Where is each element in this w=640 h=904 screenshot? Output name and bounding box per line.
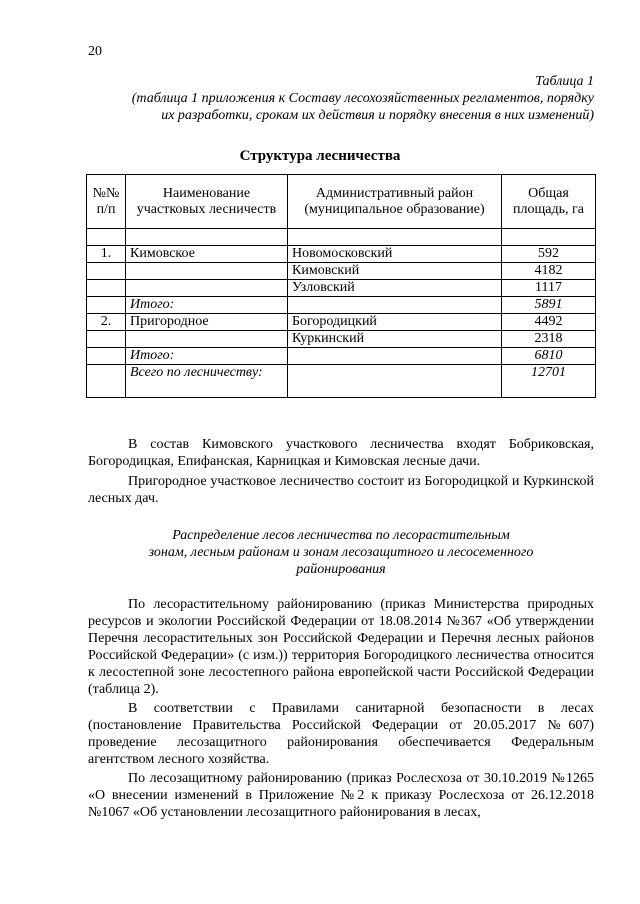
row-area: 12701	[502, 365, 596, 398]
row-district: Богородицкий	[288, 314, 502, 331]
row-number	[87, 280, 126, 297]
row-district	[288, 365, 502, 398]
row-district: Новомосковский	[288, 246, 502, 263]
row-name	[126, 263, 288, 280]
table-row	[87, 246, 596, 263]
row-district: Куркинский	[288, 331, 502, 348]
paragraph-forest-protection-zoning: По лесозащитному районированию (приказ Рослесхоза от 30.10.2019 №1265 «О внесении изменений в Приложение №2 к приказу Рослесхоза от 26.12.2018 №1067 «Об установлении лесозащитного районирования в лесах,	[88, 771, 594, 820]
table-spacer-row	[87, 229, 596, 246]
row-name: Пригородное	[126, 314, 288, 331]
row-district: Кимовский	[288, 263, 502, 280]
row-number: 2.	[87, 314, 126, 331]
subheading-line-2: зонам, лесным районам и зонам лесозащитного и лесосеменного	[148, 545, 534, 560]
row-name: Итого:	[126, 297, 288, 314]
row-area: 6810	[502, 348, 596, 365]
row-area: 4182	[502, 263, 596, 280]
row-area: 2318	[502, 331, 596, 348]
row-number	[87, 365, 126, 398]
forestry-structure-table	[86, 174, 596, 398]
row-area: 4492	[502, 314, 596, 331]
table-row-subtotal	[87, 297, 596, 314]
row-area: 1117	[502, 280, 596, 297]
caption-line-1: Таблица 1	[535, 74, 594, 89]
row-name	[126, 280, 288, 297]
table-row	[87, 331, 596, 348]
header-name: Наименование участковых лесничеств	[126, 175, 288, 229]
row-district: Узловский	[288, 280, 502, 297]
table-row	[87, 280, 596, 297]
paragraph-sanitary-rules: В соответствии с Правилами санитарной безопасности в лесах (постановление Правительства Российской Федерации от 20.05.2017 №607) проведение лесозащитного районирования обеспечивается Федеральным агентством лесного хозяйства.	[88, 701, 594, 767]
row-number	[87, 348, 126, 365]
row-area: 592	[502, 246, 596, 263]
row-number	[87, 297, 126, 314]
header-number: №№ п/п	[87, 175, 126, 229]
table-caption	[74, 73, 594, 124]
row-number: 1.	[87, 246, 126, 263]
table-row	[87, 263, 596, 280]
subheading-line-3: районирования	[296, 562, 386, 577]
table-title: Структура лесничества	[239, 148, 401, 164]
row-district	[288, 348, 502, 365]
row-area: 5891	[502, 297, 596, 314]
row-number	[87, 263, 126, 280]
table-row-total	[87, 365, 596, 398]
row-name: Кимовское	[126, 246, 288, 263]
page-number: 20	[88, 44, 102, 59]
row-district	[288, 297, 502, 314]
paragraph-prigorodnoe: Пригородное участковое лесничество состоит из Богородицкой и Куркинской лесных дач.	[88, 474, 594, 506]
row-name: Итого:	[126, 348, 288, 365]
caption-line-3: их разработки, срокам их действия и порядку внесения в них изменений)	[161, 108, 594, 123]
row-number	[87, 331, 126, 348]
table-row	[87, 314, 596, 331]
header-area: Общая площадь, га	[502, 175, 596, 229]
paragraph-kimovskoe: В состав Кимовского участкового лесничества входят Бобриковская, Богородицкая, Епифанская, Карницкая и Кимовская лесные дачи.	[88, 437, 594, 469]
row-name: Всего по лесничеству:	[126, 365, 288, 398]
row-name	[126, 331, 288, 348]
header-district: Административный район (муниципальное образование)	[288, 175, 502, 229]
table-row-subtotal	[87, 348, 596, 365]
paragraph-forest-zoning: По лесорастительному районированию (приказ Министерства природных ресурсов и экологии Российской Федерации от 18.08.2014 №367 «Об утверждении Перечня лесорастительных зон Российской Федерации и Перечня лесных районов Российской Федерации» (с изм.)) территория Богородицкого лесничества относится к лесостепной зоне лесостепного района европейской части Российской Федерации (таблица 2).	[88, 597, 594, 697]
section-subheading	[88, 527, 594, 578]
table-header-row	[87, 175, 596, 229]
subheading-line-1: Распределение лесов лесничества по лесорастительным	[172, 528, 510, 543]
caption-line-2: (таблица 1 приложения к Составу лесохозяйственных регламентов, порядку	[131, 91, 594, 106]
